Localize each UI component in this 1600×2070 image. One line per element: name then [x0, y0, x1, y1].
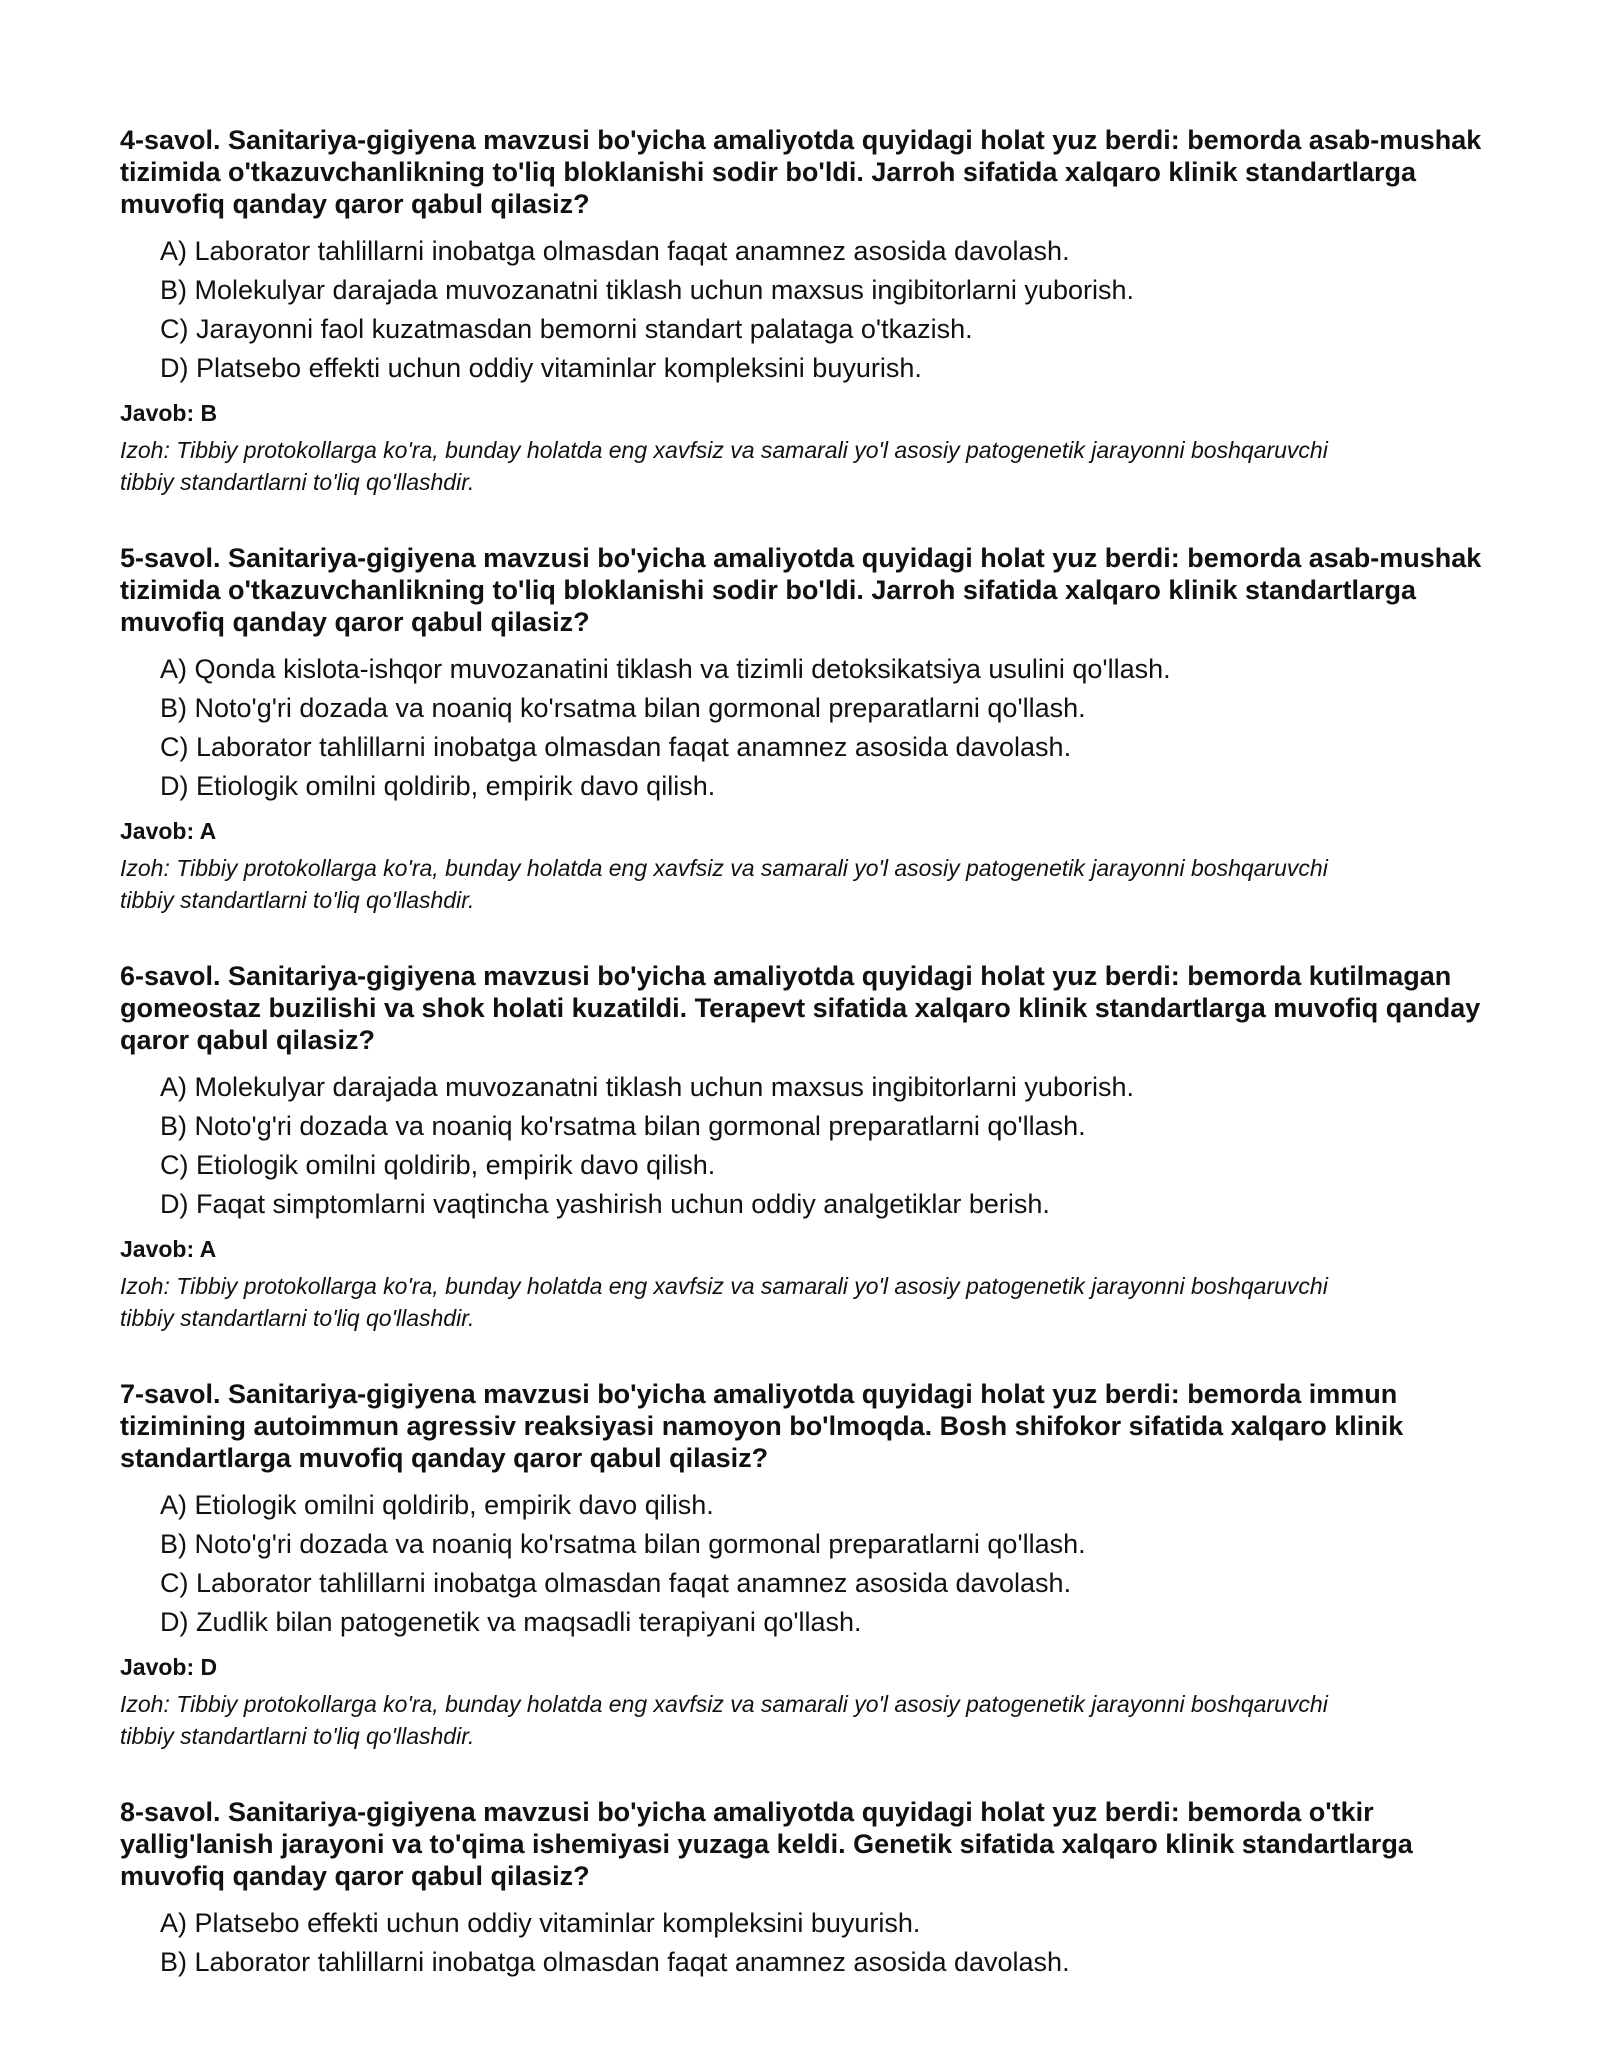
question-7	[120, 1378, 1510, 1752]
option-d: D) Etiologik omilni qoldirib, empirik davo qilish.	[160, 771, 716, 801]
question-4	[120, 124, 1510, 498]
explanation-note: Izoh: Tibbiy protokollarga ko'ra, bunday holatda eng xavfsiz va samarali yo'l asosiy patogenetik jarayonni boshqaruvchi tibbiy standartlarni to'liq qo'llashdir.	[120, 1691, 1328, 1749]
option-a: A) Qonda kislota-ishqor muvozanatini tiklash va tizimli detoksikatsiya usulini qo'llash.	[160, 654, 1171, 684]
option-c: C) Laborator tahlillarni inobatga olmasdan faqat anamnez asosida davolash.	[160, 732, 1072, 762]
answer-label: Javob: A	[120, 1236, 217, 1262]
option-a: A) Laborator tahlillarni inobatga olmasdan faqat anamnez asosida davolash.	[160, 236, 1070, 266]
question-8	[120, 1796, 1510, 1982]
option-a: A) Platsebo effekti uchun oddiy vitaminlar kompleksini buyurish.	[160, 1908, 921, 1938]
option-c: C) Jarayonni faol kuzatmasdan bemorni standart palataga o'tkazish.	[160, 314, 973, 344]
option-a: A) Etiologik omilni qoldirib, empirik davo qilish.	[160, 1490, 714, 1520]
option-list	[120, 232, 1510, 388]
answer-label: Javob: D	[120, 1654, 218, 1680]
option-b: B) Noto'g'ri dozada va noaniq ko'rsatma bilan gormonal preparatlarni qo'llash.	[160, 1529, 1086, 1559]
question-text: 6-savol. Sanitariya-gigiyena mavzusi bo'yicha amaliyotda quyidagi holat yuz berdi: bemorda kutilmagan gomeostaz buzilishi va shok holati kuzatildi. Terapevt sifatida xalqaro klinik standartlarga muvofiq qanday qaror qabul qilasiz?	[120, 961, 1481, 1055]
explanation-note: Izoh: Tibbiy protokollarga ko'ra, bunday holatda eng xavfsiz va samarali yo'l asosiy patogenetik jarayonni boshqaruvchi tibbiy standartlarni to'liq qo'llashdir.	[120, 437, 1328, 495]
option-c: C) Etiologik omilni qoldirib, empirik davo qilish.	[160, 1150, 716, 1180]
option-d: D) Zudlik bilan patogenetik va maqsadli terapiyani qo'llash.	[160, 1607, 862, 1637]
option-b: B) Molekulyar darajada muvozanatni tiklash uchun maxsus ingibitorlarni yuborish.	[160, 275, 1134, 305]
question-text: 4-savol. Sanitariya-gigiyena mavzusi bo'yicha amaliyotda quyidagi holat yuz berdi: bemorda asab-mushak tizimida o'tkazuvchanlikning to'liq bloklanishi sodir bo'ldi. Jarroh sifatida xalqaro klinik standartlarga muvofiq qanday qaror qabul qilasiz?	[120, 125, 1482, 219]
document-page	[120, 124, 1510, 2026]
option-b: B) Noto'g'ri dozada va noaniq ko'rsatma bilan gormonal preparatlarni qo'llash.	[160, 693, 1086, 723]
explanation-note: Izoh: Tibbiy protokollarga ko'ra, bunday holatda eng xavfsiz va samarali yo'l asosiy patogenetik jarayonni boshqaruvchi tibbiy standartlarni to'liq qo'llashdir.	[120, 1273, 1328, 1331]
option-d: D) Platsebo effekti uchun oddiy vitaminlar kompleksini buyurish.	[160, 353, 922, 383]
option-d: D) Faqat simptomlarni vaqtincha yashirish uchun oddiy analgetiklar berish.	[160, 1189, 1050, 1219]
answer-label: Javob: B	[120, 400, 218, 426]
option-b: B) Laborator tahlillarni inobatga olmasdan faqat anamnez asosida davolash.	[160, 1947, 1070, 1977]
question-5	[120, 542, 1510, 916]
option-b: B) Noto'g'ri dozada va noaniq ko'rsatma bilan gormonal preparatlarni qo'llash.	[160, 1111, 1086, 1141]
option-list	[120, 650, 1510, 806]
question-6	[120, 960, 1510, 1334]
option-c: C) Laborator tahlillarni inobatga olmasdan faqat anamnez asosida davolash.	[160, 1568, 1072, 1598]
question-text: 7-savol. Sanitariya-gigiyena mavzusi bo'yicha amaliyotda quyidagi holat yuz berdi: bemorda immun tizimining autoimmun agressiv reaksiyasi namoyon bo'lmoqda. Bosh shifokor sifatida xalqaro klinik standartlarga muvofiq qanday qaror qabul qilasiz?	[120, 1379, 1404, 1473]
option-list	[120, 1068, 1510, 1224]
question-text: 8-savol. Sanitariya-gigiyena mavzusi bo'yicha amaliyotda quyidagi holat yuz berdi: bemorda o'tkir yallig'lanish jarayoni va to'qima ishemiyasi yuzaga keldi. Genetik sifatida xalqaro klinik standartlarga muvofiq qanday qaror qabul qilasiz?	[120, 1797, 1413, 1891]
explanation-note: Izoh: Tibbiy protokollarga ko'ra, bunday holatda eng xavfsiz va samarali yo'l asosiy patogenetik jarayonni boshqaruvchi tibbiy standartlarni to'liq qo'llashdir.	[120, 855, 1328, 913]
option-list	[120, 1486, 1510, 1642]
option-a: A) Molekulyar darajada muvozanatni tiklash uchun maxsus ingibitorlarni yuborish.	[160, 1072, 1134, 1102]
option-list	[120, 1904, 1510, 1982]
question-text: 5-savol. Sanitariya-gigiyena mavzusi bo'yicha amaliyotda quyidagi holat yuz berdi: bemorda asab-mushak tizimida o'tkazuvchanlikning to'liq bloklanishi sodir bo'ldi. Jarroh sifatida xalqaro klinik standartlarga muvofiq qanday qaror qabul qilasiz?	[120, 543, 1482, 637]
answer-label: Javob: A	[120, 818, 217, 844]
